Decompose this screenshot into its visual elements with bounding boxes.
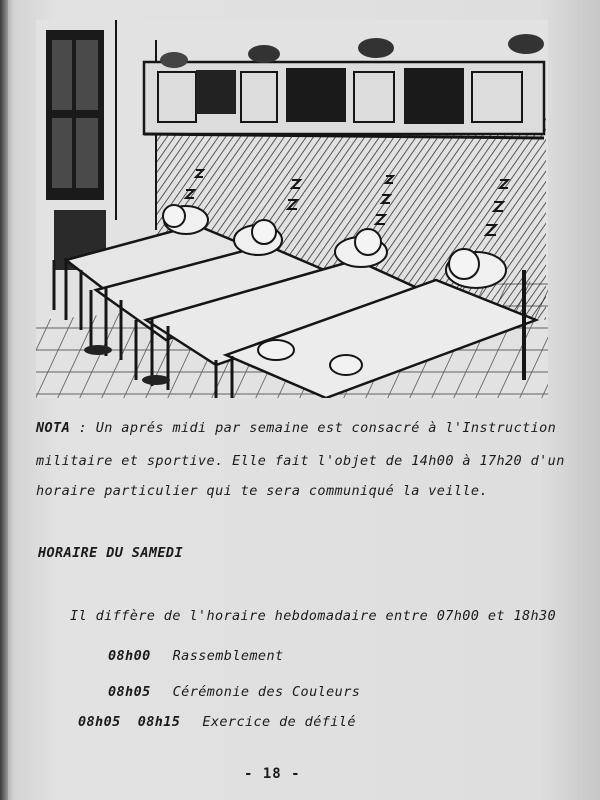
schedule-time: 08h05 08h15 (78, 714, 181, 730)
page-number: - 18 - (244, 766, 301, 782)
schedule-label: Cérémonie des Couleurs (172, 684, 361, 700)
schedule-item (108, 684, 360, 700)
dormitory-illustration (36, 20, 548, 398)
nota-line-3: horaire particulier qui te sera communiqué la veille. (36, 483, 488, 499)
schedule-time: 08h05 (108, 684, 151, 700)
nota-text-1: : Un aprés midi par semaine est consacré à l'Instruction (78, 420, 557, 436)
schedule-label: Exercice de défilé (202, 714, 356, 730)
samedi-intro: Il diffère de l'horaire hebdomadaire entre 07h00 et 18h30 (70, 608, 557, 624)
book-spine-shadow (0, 0, 8, 800)
schedule-item (108, 648, 284, 664)
nota-line-1 (36, 420, 576, 436)
section-title-samedi: HORAIRE DU SAMEDI (38, 545, 183, 561)
schedule-time: 08h00 (108, 648, 151, 664)
schedule-label: Rassemblement (172, 648, 284, 664)
nota-label: NOTA (36, 420, 71, 436)
nota-line-2: militaire et sportive. Elle fait l'objet de 14h00 à 17h20 d'un (36, 453, 565, 469)
schedule-item (78, 714, 356, 730)
